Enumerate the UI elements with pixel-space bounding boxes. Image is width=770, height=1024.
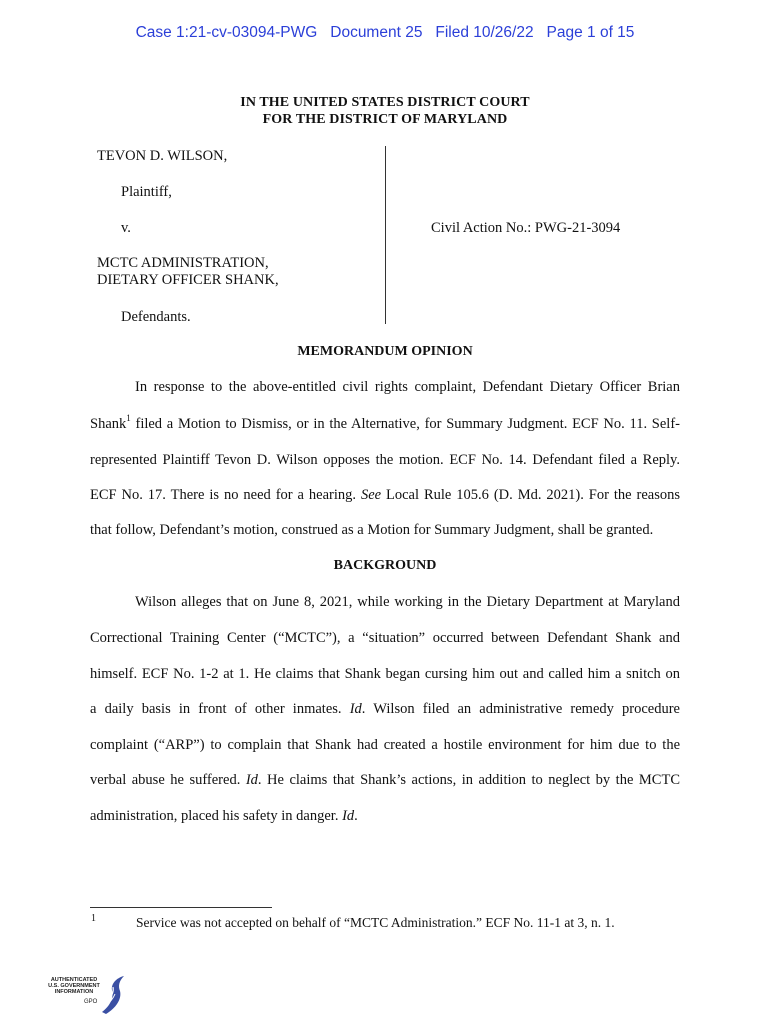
bg-line-1: Wilson alleges that on June 8, 2021, while working in the Dietary Department at Maryland bbox=[135, 594, 680, 610]
intro-see: See bbox=[360, 487, 382, 503]
intro-line-4-b: Local Rule 105.6 (D. Md. 2021). For the reasons bbox=[381, 487, 680, 503]
footnote-ref: 1 bbox=[126, 413, 131, 424]
intro-shank: Shank bbox=[90, 416, 127, 432]
plaintiff-role: Plaintiff, bbox=[121, 184, 172, 200]
footnote-number: 1 bbox=[91, 913, 96, 924]
bg-line-7-b: . bbox=[354, 808, 358, 824]
gpo-authenticated-logo bbox=[44, 972, 134, 1016]
intro-line-4-a: ECF No. 17. There is no need for a hearing. bbox=[90, 487, 361, 503]
defendant-role: Defendants. bbox=[121, 309, 191, 325]
intro-line-2 bbox=[90, 413, 680, 433]
opinion-title: MEMORANDUM OPINION bbox=[297, 344, 473, 359]
court-name-line2: FOR THE DISTRICT OF MARYLAND bbox=[262, 112, 508, 127]
bg-line-5: complaint (“ARP”) to complain that Shank had created a hostile environment for him due to the bbox=[90, 737, 680, 753]
bg-line-3: himself. ECF No. 1-2 at 1. He claims that Shank began cursing him out and called him a snitch on bbox=[90, 666, 680, 682]
bg-line-7 bbox=[90, 808, 680, 825]
civil-action-number: Civil Action No.: PWG-21-3094 bbox=[431, 220, 621, 236]
logo-line2: U.S. GOVERNMENT bbox=[48, 983, 100, 990]
defendant-line2: DIETARY OFFICER SHANK, bbox=[97, 272, 279, 288]
bg-id-1: Id bbox=[349, 701, 362, 717]
footnote-text: Service was not accepted on behalf of “MCTC Administration.” ECF No. 11-1 at 3, n. 1. bbox=[136, 915, 615, 930]
versus: v. bbox=[121, 220, 131, 236]
court-name-line1: IN THE UNITED STATES DISTRICT COURT bbox=[240, 95, 530, 110]
logo-line3: INFORMATION bbox=[54, 989, 94, 996]
bg-line-4 bbox=[90, 701, 680, 718]
footnote-divider bbox=[90, 907, 272, 908]
intro-line-1: In response to the above-entitled civil rights complaint, Defendant Dietary Officer Brian bbox=[135, 379, 680, 395]
intro-line-3: represented Plaintiff Tevon D. Wilson opposes the motion. ECF No. 14. Defendant filed a Reply. bbox=[90, 452, 680, 468]
intro-line-4 bbox=[90, 487, 680, 504]
bg-line-4-a: a daily basis in front of other inmates. bbox=[90, 701, 350, 717]
bg-line-6-b: . He claims that Shank’s actions, in addition to neglect by the MCTC bbox=[257, 772, 680, 788]
bg-line-6 bbox=[90, 772, 680, 789]
plaintiff-name: TEVON D. WILSON, bbox=[97, 148, 228, 164]
eagle-icon bbox=[92, 972, 128, 1016]
bg-line-2: Correctional Training Center (“MCTC”), a “situation” occurred between Defendant Shank and bbox=[90, 630, 680, 646]
defendant-line1: MCTC ADMINISTRATION, bbox=[97, 255, 269, 271]
caption-divider bbox=[385, 146, 386, 324]
bg-line-7-a: administration, placed his safety in danger. bbox=[90, 808, 343, 824]
logo-line1: AUTHENTICATED bbox=[50, 977, 98, 983]
intro-line-2-rest: filed a Motion to Dismiss, or in the Alternative, for Summary Judgment. ECF No. 11. Self- bbox=[130, 416, 680, 432]
case-header: Case 1:21-cv-03094-PWG Document 25 Filed 10/26/22 Page 1 of 15 bbox=[135, 24, 635, 41]
bg-id-3: Id bbox=[342, 808, 355, 824]
logo-gpo: GPO bbox=[84, 999, 98, 1005]
bg-id-2: Id bbox=[245, 772, 258, 788]
bg-line-4-b: . Wilson filed an administrative remedy procedure bbox=[361, 701, 680, 717]
intro-line-5: that follow, Defendant’s motion, construed as a Motion for Summary Judgment, shall be granted. bbox=[90, 522, 654, 538]
bg-line-6-a: verbal abuse he suffered. bbox=[90, 772, 246, 788]
background-heading: BACKGROUND bbox=[333, 558, 437, 573]
